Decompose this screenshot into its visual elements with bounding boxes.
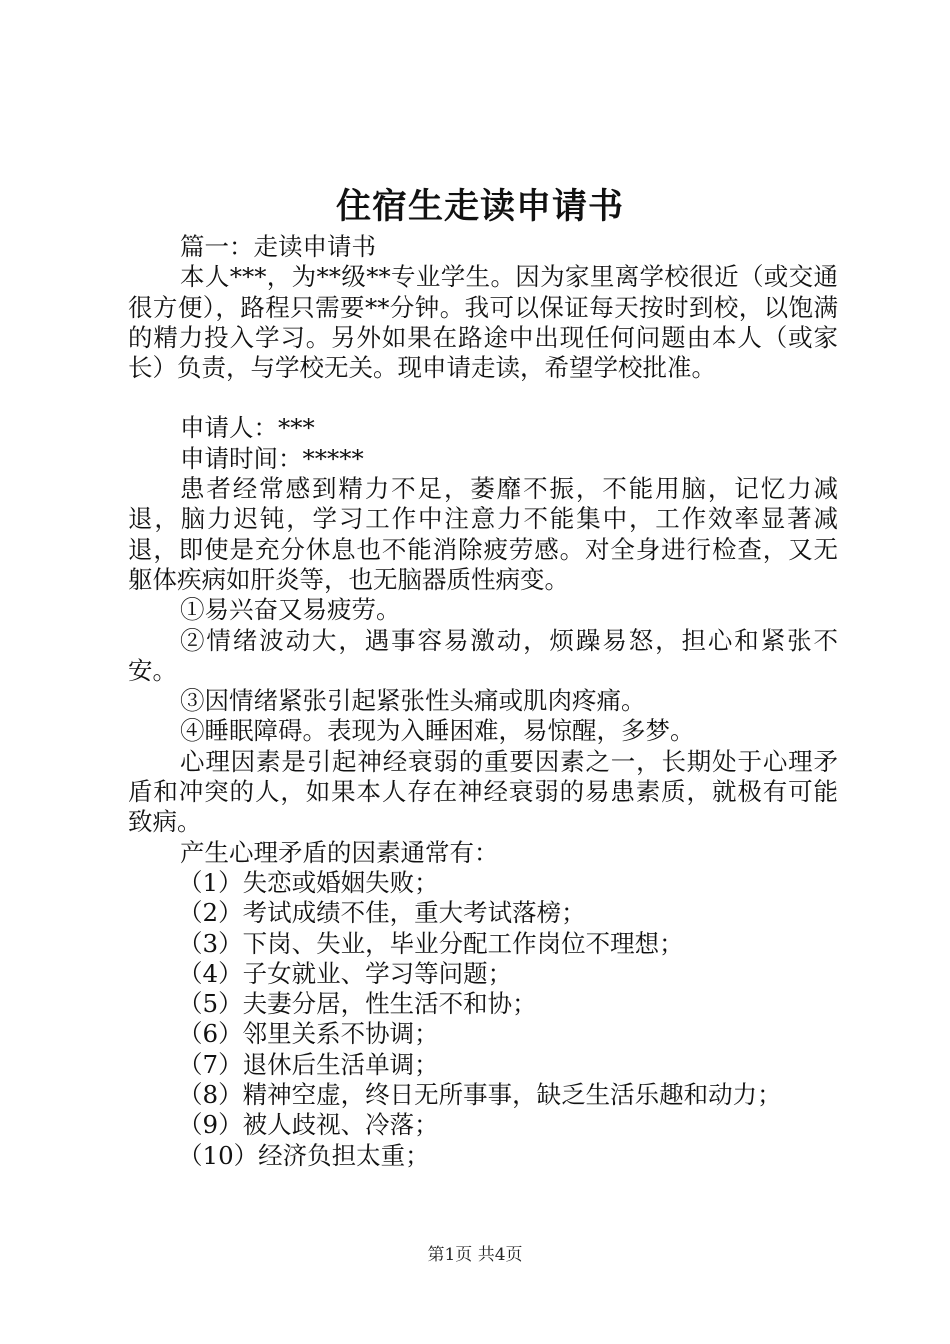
symptom-item: ①易兴奋又易疲劳。 [180, 595, 401, 625]
factor-item: （10）经济负担太重； [178, 1140, 430, 1170]
section-heading: 篇一：走读申请书 [180, 232, 376, 261]
factor-item: （8）精神空虚，终日无所事事，缺乏生活乐趣和动力； [178, 1080, 782, 1110]
factors-intro: 产生心理矛盾的因素通常有： [180, 837, 499, 867]
symptom-item: ②情绪波动大，遇事容易激动，烦躁易怒，担心和紧张不安。 [128, 625, 838, 685]
applicant-line: 申请人：*** [180, 413, 315, 443]
factor-item: （1）失恋或婚姻失败； [178, 867, 439, 897]
application-date-line: 申请时间：***** [180, 443, 364, 473]
document-body [128, 232, 838, 1171]
psychology-paragraph: 心理因素是引起神经衰弱的重要因素之一，长期处于心理矛盾和冲突的人，如果本人存在神经衰弱的易患素质，就极有可能致病。 [128, 746, 838, 837]
factor-item: （5）夫妻分居，性生活不和协； [178, 989, 537, 1019]
paragraph-spacer [128, 383, 838, 413]
factor-item: （6）邻里关系不协调； [178, 1019, 439, 1049]
symptom-item: ④睡眠障碍。表现为入睡困难，易惊醒，多梦。 [180, 716, 695, 746]
factor-item: （3）下岗、失业，毕业分配工作岗位不理想； [178, 928, 684, 958]
application-paragraph: 本人***，为**级**专业学生。因为家里离学校很近（或交通很方便），路程只需要**分钟。我可以保证每天按时到校，以饱满的精力投入学习。另外如果在路途中出现任何问题由本人（或家长）负责，与学校无关。现申请走读，希望学校批准。 [128, 262, 838, 383]
page-indicator: 第1页 共4页 [427, 1245, 523, 1265]
factor-item: （4）子女就业、学习等问题； [178, 958, 513, 988]
document-title: 住宿生走读申请书 [335, 186, 624, 227]
factor-item: （7）退休后生活单调； [178, 1049, 439, 1079]
symptom-item: ③因情绪紧张引起紧张性头痛或肌肉疼痛。 [180, 686, 646, 716]
symptoms-paragraph: 患者经常感到精力不足，萎靡不振，不能用脑，记忆力减退，脑力迟钝，学习工作中注意力不能集中，工作效率显著减退，即使是充分休息也不能消除疲劳感。对全身进行检查，又无躯体疾病如肝炎等，也无脑器质性病变。 [128, 474, 838, 594]
factor-item: （2）考试成绩不佳，重大考试落榜； [178, 898, 586, 928]
factor-item: （9）被人歧视、冷落； [178, 1110, 439, 1140]
